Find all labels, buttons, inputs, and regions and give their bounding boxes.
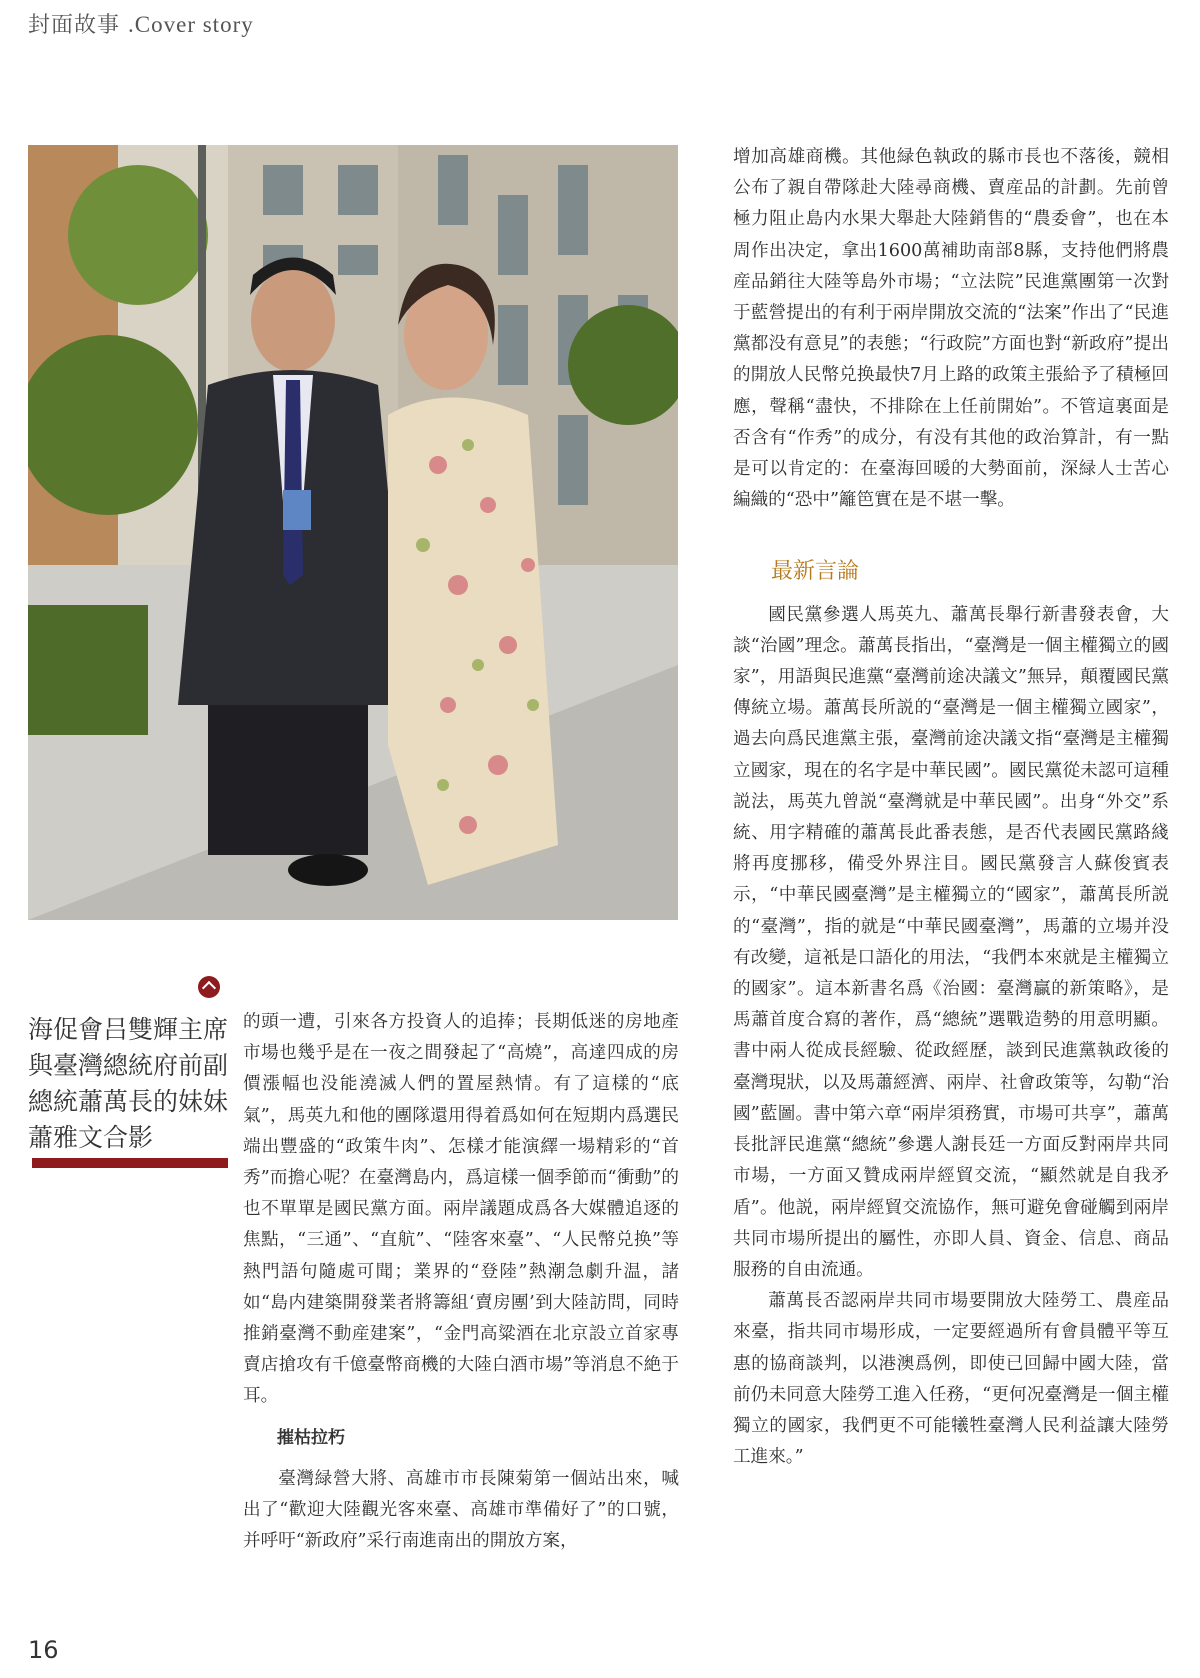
photo-caption: 海促會吕雙輝主席與臺灣總統府前副總統蕭萬長的妹妹蕭雅文合影 <box>28 1015 229 1152</box>
article-paragraph: 臺灣緑營大將、高雄市市長陳菊第一個站出來，喊出了“歡迎大陸觀光客來臺、高雄市準備好了”的口號，并呼吁“新政府”采行南進南出的開放方案， <box>243 1468 679 1552</box>
article-paragraph: 增加高雄商機。其他緑色執政的縣市長也不落後，競相公布了親自帶隊赴大陸尋商機、賣産品的計劃。先前曾極力阻止島内水果大舉赴大陸銷售的“農委會”，也在本周作出决定，拿出1600萬補助南部8縣，支持他們將農産品銷往大陸等島外市場；“立法院”民進黨團第一次對于藍營提出的有利于兩岸開放交流的“法案”作出了“民進黨都没有意見”的表態；“行政院”方面也對“新政府”提出的開放人民幣兑换最快7月上路的政策主張給予了積極回應，聲稱“盡快，不排除在上任前開始”。不管這裏面是否含有“作秀”的成分，有没有其他的政治算計，有一點是可以肯定的：在臺海回暖的大勢面前，深緑人士苦心編織的“恐中”籬笆實在是不堪一擊。 <box>733 147 1169 511</box>
article-paragraph: 國民黨參選人馬英九、蕭萬長舉行新書發表會，大談“治國”理念。蕭萬長指出，“臺灣是一個主權獨立的國家”，用語與民進黨“臺灣前途决議文”無异，顛覆國民黨傳統立場。蕭萬長所説的“臺灣是一個主權獨立國家”，過去向爲民進黨主張，臺灣前途决議文指“臺灣是主權獨立國家，現在的名字是中華民國”。國民黨從未認可這種説法，馬英九曾説“臺灣就是中華民國”。出身“外交”系統、用字精確的蕭萬長此番表態，是否代表國民黨路綫將再度挪移，備受外界注目。國民黨發言人蘇俊賓表示，“中華民國臺灣”是主權獨立的“國家”，蕭萬長所説的“臺灣”，指的就是“中華民國臺灣”，馬蕭的立場并没有改變，這衹是口語化的用法，“我們本來就是主權獨立的國家”。這本新書名爲《治國：臺灣贏的新策略》，是馬蕭首度合寫的著作，爲“總統”選戰造勢的用意明顯。書中兩人從成長經驗、從政經歷，談到民進黨執政後的臺灣現狀，以及馬蕭經濟、兩岸、社會政策等，勾勒“治國”藍圖。書中第六章“兩岸須務實，市場可共享”，蕭萬長批評民進黨“總統”參選人謝長廷一方面反對兩岸共同市場，一方面又贊成兩岸經貿交流，“顯然就是自我矛盾”。他説，兩岸經貿交流協作，無可避免會碰觸到兩岸共同市場所提出的屬性，亦即人員、資金、信息、商品服務的自由流通。 <box>733 604 1169 1280</box>
article-column-right <box>733 142 1169 1473</box>
article-column-middle <box>243 1007 679 1557</box>
photo-illustration <box>28 145 678 920</box>
article-paragraph: 蕭萬長否認兩岸共同市場要開放大陸勞工、農産品來臺，指共同市場形成，一定要經過所有會員體平等互惠的協商談判，以港澳爲例，即使已回歸中國大陸，當前仍未同意大陸勞工進入任務，“更何况臺灣是一個主權獨立的國家，我們更不可能犧牲臺灣人民利益讓大陸勞工進來。” <box>733 1291 1169 1468</box>
section-subheading: 最新言論 <box>771 559 860 585</box>
cover-photo <box>28 145 678 920</box>
section-title-zh: 封面故事 <box>28 13 121 38</box>
article-paragraph: 的頭一遭，引來各方投資人的追捧；長期低迷的房地產市場也幾乎是在一夜之間發起了“高燒”，高達四成的房價漲幅也没能澆滅人們的置屋熱情。有了這樣的“底氣”，馬英九和他的團隊還用得着爲如何在短期内爲選民端出豐盛的“政策牛肉”、怎樣才能演繹一場精彩的“首秀”而擔心呢？在臺灣島内，爲這樣一個季節而“衝動”的也不單單是國民黨方面。兩岸議題成爲各大媒體追逐的焦點，“三通”、“直航”、“陸客來臺”、“人民幣兑换”等熱門語句隨處可聞；業界的“登陸”熱潮急劇升温，諸如“島内建築開發業者將籌組‘賣房團’到大陸訪問，同時推銷臺灣不動産建案”，“金門高粱酒在北京設立首家專賣店搶攻有千億臺幣商機的大陸白酒市場”等消息不絶于耳。 <box>243 1012 679 1407</box>
page-number: 16 <box>28 1636 59 1664</box>
section-subheading: 摧枯拉朽 <box>277 1427 345 1448</box>
caption-chevron-icon <box>198 976 220 998</box>
section-header <box>28 8 254 39</box>
caption-accent-bar <box>32 1158 228 1168</box>
section-title-en: .Cover story <box>128 12 254 37</box>
